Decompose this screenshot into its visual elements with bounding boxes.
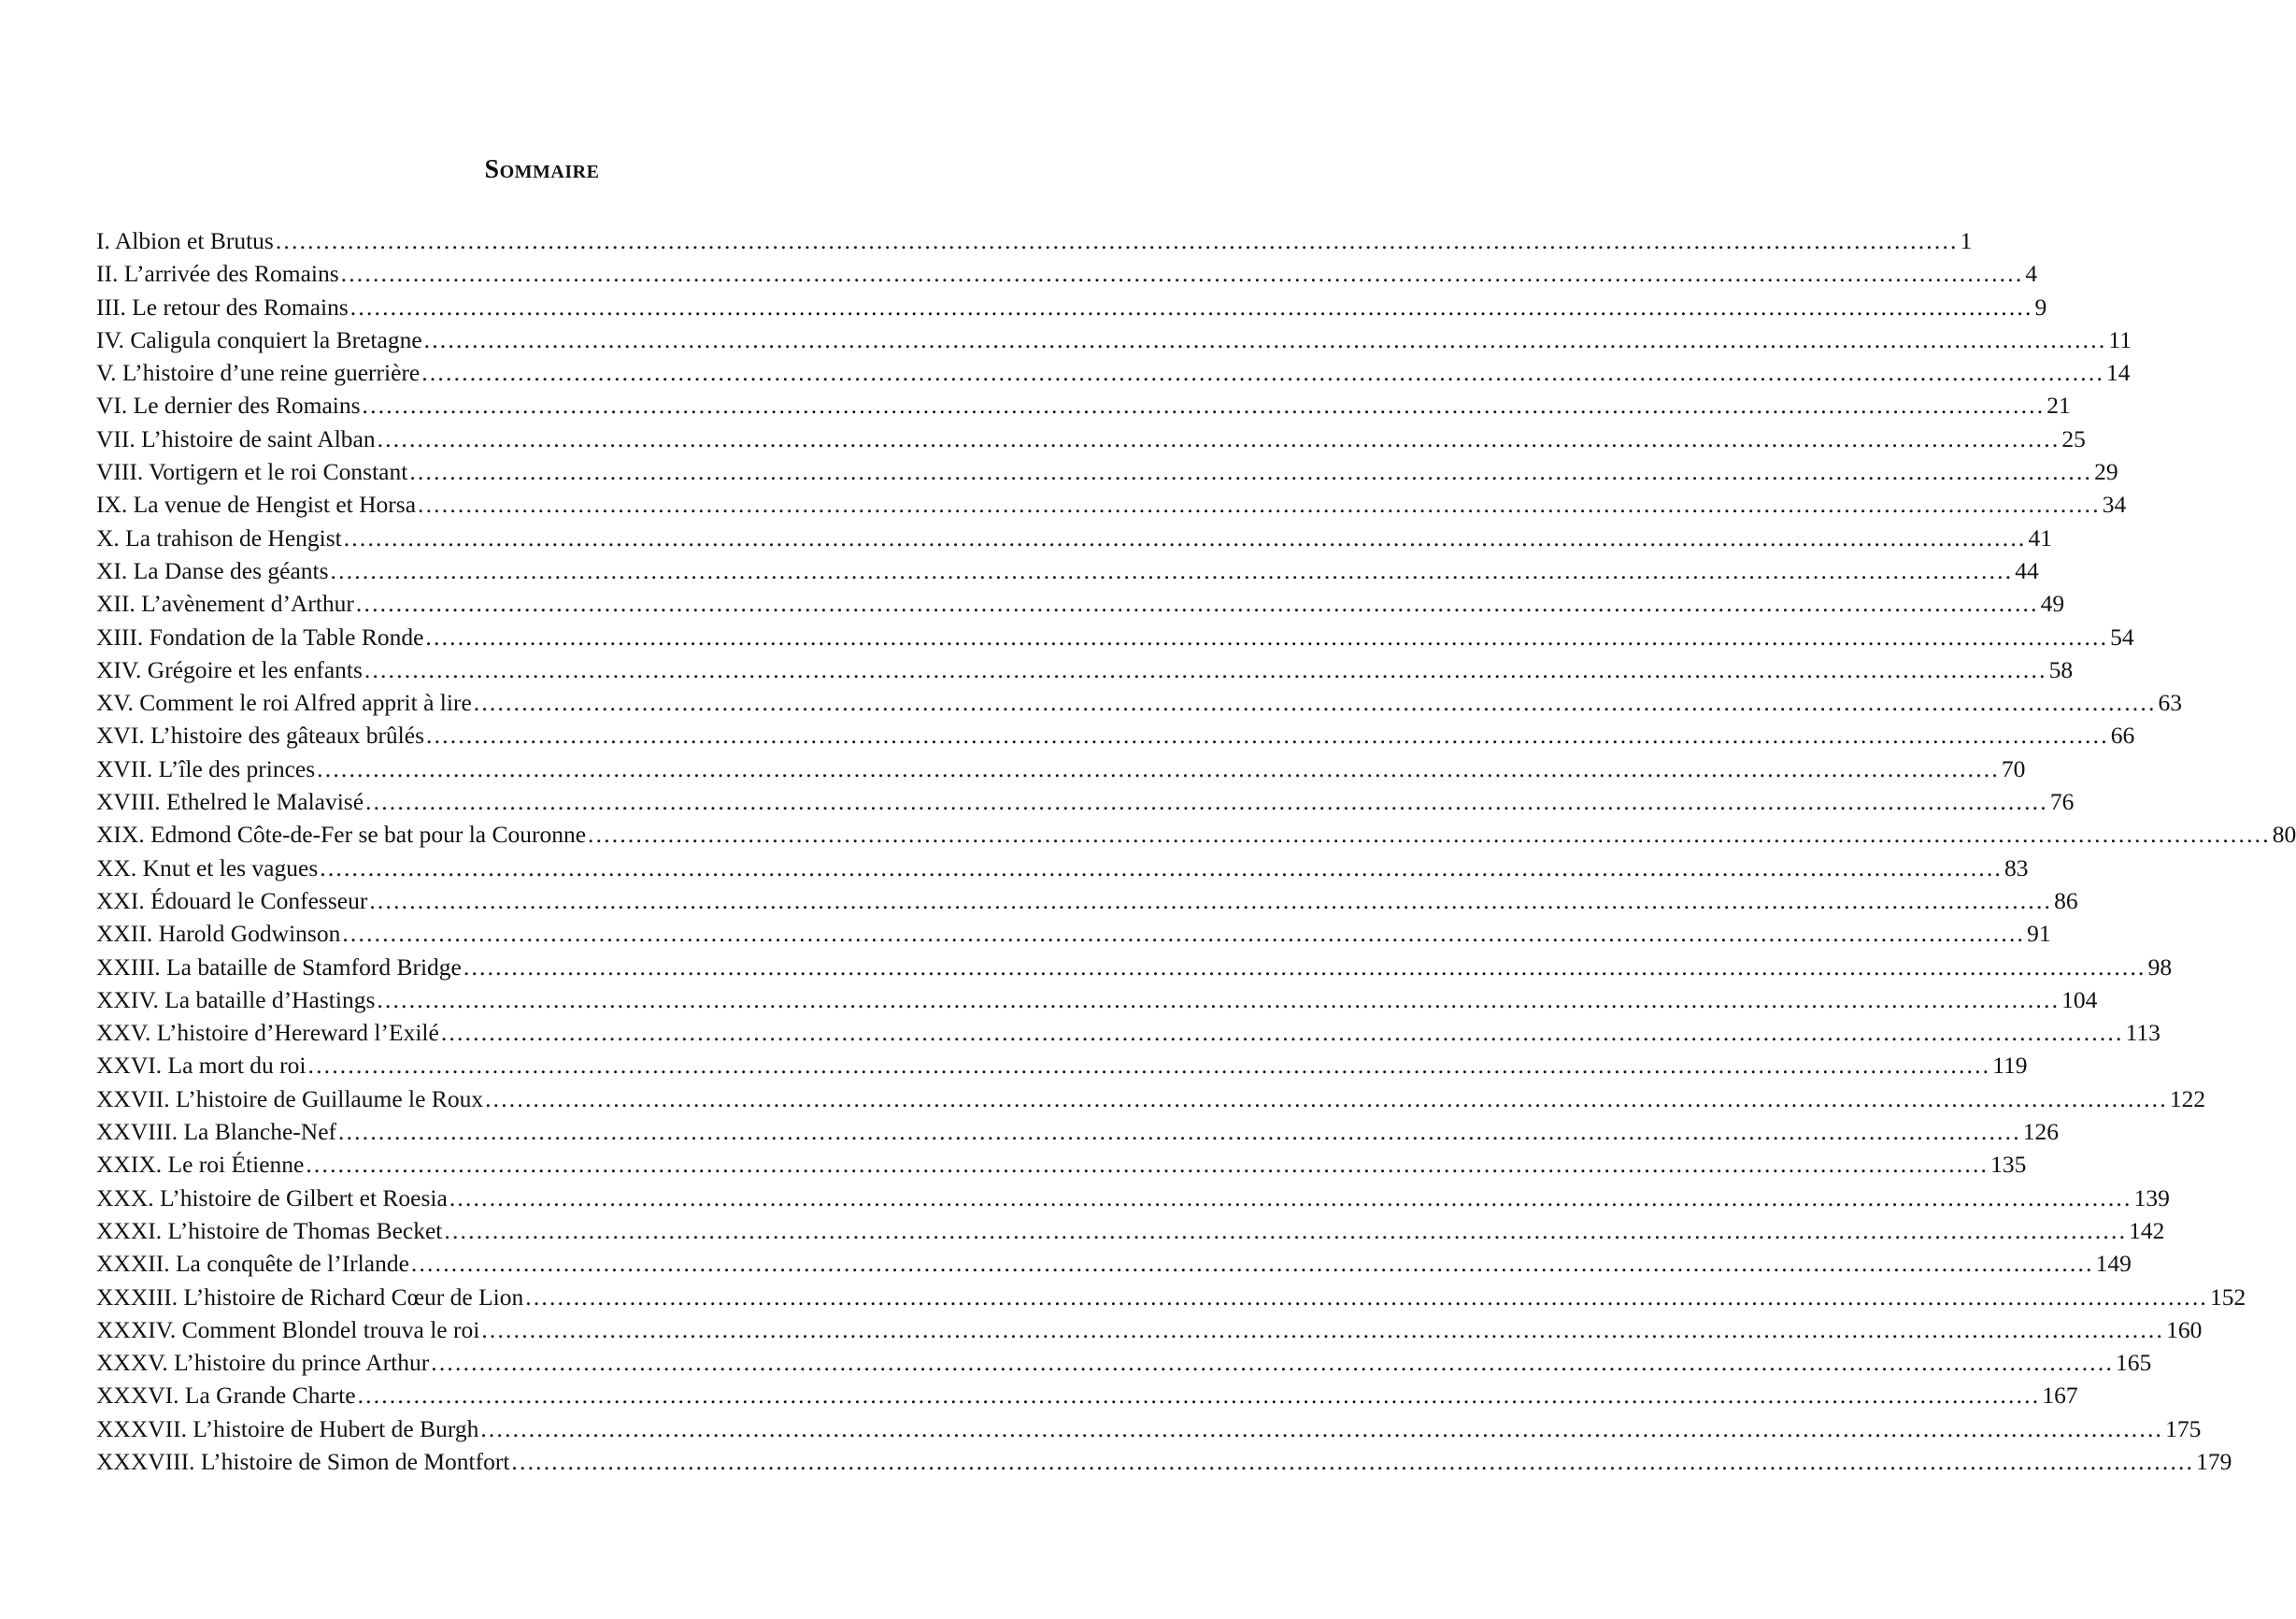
toc-entry-page-number: 135 [1990,1151,2027,1179]
toc-entry-page-number: 98 [2147,953,2173,981]
toc-entry-label: XVIII. Ethelred le Malavisé [96,788,364,816]
toc-dot-leader: .................................................................................................................................................................................................................. [306,1151,1989,1179]
toc-entry-label: XXXVIII. L’histoire de Simon de Montfort [96,1447,510,1475]
toc-entry-label: XV. Comment le roi Alfred apprit à lire [96,689,472,717]
toc-dot-leader: .................................................................................................................................................................................................................. [349,293,2033,321]
toc-dot-leader: .................................................................................................................................................................................................................. [481,1315,2165,1343]
toc-entry[interactable] [96,1049,2028,1082]
toc-entry-label: XVII. L’île des princes [96,754,316,782]
toc-dot-leader: .................................................................................................................................................................................................................. [369,886,2053,914]
toc-entry-page-number: 34 [2102,491,2127,519]
toc-dot-leader: .................................................................................................................................................................................................................. [425,623,2109,651]
toc-entry-page-number: 29 [2094,458,2118,486]
toc-dot-leader: .................................................................................................................................................................................................................. [338,1118,2021,1146]
toc-entry-label: XXI. Édouard le Confesseur [96,886,368,914]
toc-entry-label: XX. Knut et les vagues [96,853,319,881]
toc-entry[interactable] [96,917,2051,950]
toc-dot-leader: .................................................................................................................................................................................................................. [463,953,2146,981]
toc-dot-leader: .................................................................................................................................................................................................................. [364,655,2047,683]
toc-entry-page-number: 44 [2015,556,2039,584]
toc-dot-leader: .................................................................................................................................................................................................................. [449,1183,2132,1211]
toc-entry-page-number: 80 [2272,821,2296,849]
toc-dot-leader: .................................................................................................................................................................................................................. [355,590,2039,618]
toc-entry-page-number: 165 [2116,1349,2152,1377]
toc-entry-label: V. L’histoire d’une reine guerrière [96,359,421,387]
toc-entry-label: I. Albion et Brutus [96,227,274,254]
toc-entry[interactable] [96,587,2065,620]
toc-entry[interactable] [96,1082,2206,1115]
toc-entry-label: XXVI. La mort du roi [96,1052,307,1080]
toc-entry-page-number: 122 [2169,1084,2206,1112]
toc-entry[interactable] [96,257,2038,290]
table-of-contents [96,224,2296,1478]
toc-entry[interactable] [96,356,2131,389]
toc-entry-page-number: 104 [2061,985,2098,1013]
toc-entry-page-number: 9 [2034,293,2047,321]
toc-entry[interactable] [96,719,2135,752]
toc-entry-label: XXVII. L’histoire de Guillaume le Roux [96,1084,484,1112]
toc-entry[interactable] [96,488,2127,521]
toc-dot-leader: .................................................................................................................................................................................................................. [444,1216,2128,1244]
toc-entry-label: XXXI. L’histoire de Thomas Becket [96,1216,443,1244]
toc-dot-leader: .................................................................................................................................................................................................................. [317,754,2000,782]
toc-entry-label: XXIX. Le roi Étienne [96,1151,305,1179]
toc-entry-page-number: 86 [2054,886,2078,914]
toc-dot-leader: .................................................................................................................................................................................................................. [421,359,2105,387]
toc-entry-page-number: 139 [2133,1183,2170,1211]
toc-dot-leader: .................................................................................................................................................................................................................. [343,523,2027,552]
toc-entry-page-number: 179 [2196,1447,2232,1475]
toc-dot-leader: .................................................................................................................................................................................................................. [307,1052,1991,1080]
toc-entry-page-number: 91 [2027,920,2051,948]
toc-entry[interactable] [96,1445,2232,1478]
toc-entry-label: XIX. Edmond Côte-de-Fer se bat pour la Couronne [96,821,587,849]
toc-entry-label: XIII. Fondation de la Table Ronde [96,623,424,651]
toc-entry-label: III. Le retour des Romains [96,293,349,321]
toc-entry[interactable] [96,686,2183,719]
toc-entry-label: XXXV. L’histoire du prince Arthur [96,1349,430,1377]
toc-entry[interactable] [96,224,1973,257]
toc-entry-page-number: 160 [2166,1315,2203,1343]
toc-entry-page-number: 1 [1960,227,1973,254]
toc-entry[interactable] [96,1346,2152,1379]
toc-entry-label: XIV. Grégoire et les enfants [96,655,363,683]
toc-entry-page-number: 41 [2028,523,2052,552]
toc-dot-leader: .................................................................................................................................................................................................................. [320,853,2003,881]
toc-entry[interactable] [96,1016,2161,1049]
toc-entry-label: XXXIII. L’histoire de Richard Cœur de Lion [96,1282,524,1311]
toc-entry[interactable] [96,1281,2246,1313]
toc-entry-page-number: 152 [2210,1282,2246,1311]
toc-entry[interactable] [96,1115,2060,1148]
toc-entry-page-number: 70 [2001,754,2026,782]
toc-dot-leader: .................................................................................................................................................................................................................. [330,556,2014,584]
toc-dot-leader: .................................................................................................................................................................................................................. [377,985,2061,1013]
toc-dot-leader: .................................................................................................................................................................................................................. [340,260,2024,288]
toc-entry-page-number: 66 [2110,722,2135,750]
toc-entry-label: XXXII. La conquête de l’Irlande [96,1250,409,1278]
toc-entry-page-number: 167 [2042,1382,2078,1410]
toc-entry[interactable] [96,423,2086,455]
toc-dot-leader: .................................................................................................................................................................................................................. [485,1084,2168,1112]
toc-entry-label: IX. La venue de Hengist et Horsa [96,491,417,519]
toc-entry-label: XXII. Harold Godwinson [96,920,341,948]
page-title: Sommaire [484,155,600,184]
toc-dot-leader: .................................................................................................................................................................................................................. [410,1250,2094,1278]
toc-entry[interactable] [96,1214,2165,1247]
toc-entry-page-number: 25 [2061,424,2086,452]
toc-entry-label: X. La trahison de Hengist [96,523,342,552]
toc-entry-label: VI. Le dernier des Romains [96,392,361,420]
toc-entry[interactable] [96,522,2052,554]
toc-entry-page-number: 11 [2108,325,2132,353]
toc-entry-page-number: 83 [2004,853,2029,881]
toc-entry[interactable] [96,1412,2202,1445]
toc-entry-label: XXVIII. La Blanche-Nef [96,1118,337,1146]
toc-dot-leader: .................................................................................................................................................................................................................. [588,821,2271,849]
toc-entry[interactable] [96,818,2296,851]
toc-entry-page-number: 76 [2049,788,2075,816]
toc-entry-page-number: 149 [2095,1250,2132,1278]
toc-entry[interactable] [96,389,2071,422]
toc-entry[interactable] [96,884,2078,917]
toc-entry[interactable] [96,1182,2170,1214]
toc-entry[interactable] [96,653,2074,686]
toc-entry[interactable] [96,455,2118,488]
toc-entry[interactable] [96,1313,2203,1346]
toc-entry[interactable] [96,1247,2132,1280]
toc-entry[interactable] [96,983,2098,1016]
toc-entry-page-number: 21 [2046,392,2071,420]
toc-entry[interactable] [96,852,2029,884]
toc-entry-page-number: 14 [2106,359,2131,387]
toc-dot-leader: .................................................................................................................................................................................................................. [440,1019,2124,1047]
toc-entry-label: VII. L’histoire de saint Alban [96,424,376,452]
toc-dot-leader: .................................................................................................................................................................................................................. [357,1382,2041,1410]
toc-dot-leader: .................................................................................................................................................................................................................. [365,788,2048,816]
toc-entry-label: XXXVI. La Grande Charte [96,1382,356,1410]
toc-entry-label: XXX. L’histoire de Gilbert et Roesia [96,1183,448,1211]
toc-dot-leader: .................................................................................................................................................................................................................. [423,325,2107,353]
toc-entry-page-number: 58 [2048,655,2074,683]
toc-dot-leader: .................................................................................................................................................................................................................. [525,1282,2208,1311]
toc-entry-label: XVI. L’histoire des gâteaux brûlés [96,722,425,750]
toc-dot-leader: .................................................................................................................................................................................................................. [409,458,2093,486]
toc-dot-leader: .................................................................................................................................................................................................................. [362,392,2046,420]
toc-entry-page-number: 126 [2022,1118,2060,1146]
toc-entry[interactable] [96,752,2026,785]
toc-entry-label: XXIV. La bataille d’Hastings [96,985,376,1013]
toc-entry-label: XXIII. La bataille de Stamford Bridge [96,953,462,981]
toc-entry-label: XXXVII. L’histoire de Hubert de Burgh [96,1414,479,1442]
toc-entry-page-number: 63 [2158,689,2183,717]
toc-dot-leader: .................................................................................................................................................................................................................. [418,491,2101,519]
toc-dot-leader: .................................................................................................................................................................................................................. [426,722,2109,750]
toc-entry[interactable] [96,1148,2027,1181]
toc-entry-label: XI. La Danse des géants [96,556,329,584]
toc-entry[interactable] [96,951,2173,983]
toc-dot-leader: .................................................................................................................................................................................................................. [473,689,2157,717]
toc-entry[interactable] [96,785,2075,818]
toc-entry-page-number: 119 [1992,1052,2028,1080]
toc-entry[interactable] [96,1379,2078,1411]
toc-entry-label: XII. L’avènement d’Arthur [96,590,354,618]
toc-entry[interactable] [96,621,2134,653]
toc-entry-page-number: 175 [2165,1414,2202,1442]
toc-entry-label: IV. Caligula conquiert la Bretagne [96,325,422,353]
toc-entry-label: II. L’arrivée des Romains [96,260,339,288]
toc-entry[interactable] [96,554,2039,587]
toc-dot-leader: .................................................................................................................................................................................................................. [511,1447,2195,1475]
toc-dot-leader: .................................................................................................................................................................................................................. [275,227,1959,254]
toc-entry-page-number: 142 [2129,1216,2165,1244]
toc-entry-label: XXV. L’histoire d’Hereward l’Exilé [96,1019,439,1047]
toc-entry[interactable] [96,323,2132,356]
toc-entry-label: VIII. Vortigern et le roi Constant [96,458,408,486]
toc-dot-leader: .................................................................................................................................................................................................................. [480,1414,2164,1442]
toc-dot-leader: .................................................................................................................................................................................................................. [377,424,2061,452]
toc-entry[interactable] [96,291,2047,323]
toc-entry-page-number: 113 [2125,1019,2161,1047]
toc-entry-page-number: 4 [2025,260,2038,288]
toc-entry-page-number: 54 [2110,623,2134,651]
toc-entry-label: XXXIV. Comment Blondel trouva le roi [96,1315,480,1343]
toc-dot-leader: .................................................................................................................................................................................................................. [431,1349,2115,1377]
toc-entry-page-number: 49 [2040,590,2065,618]
toc-dot-leader: .................................................................................................................................................................................................................. [342,920,2026,948]
